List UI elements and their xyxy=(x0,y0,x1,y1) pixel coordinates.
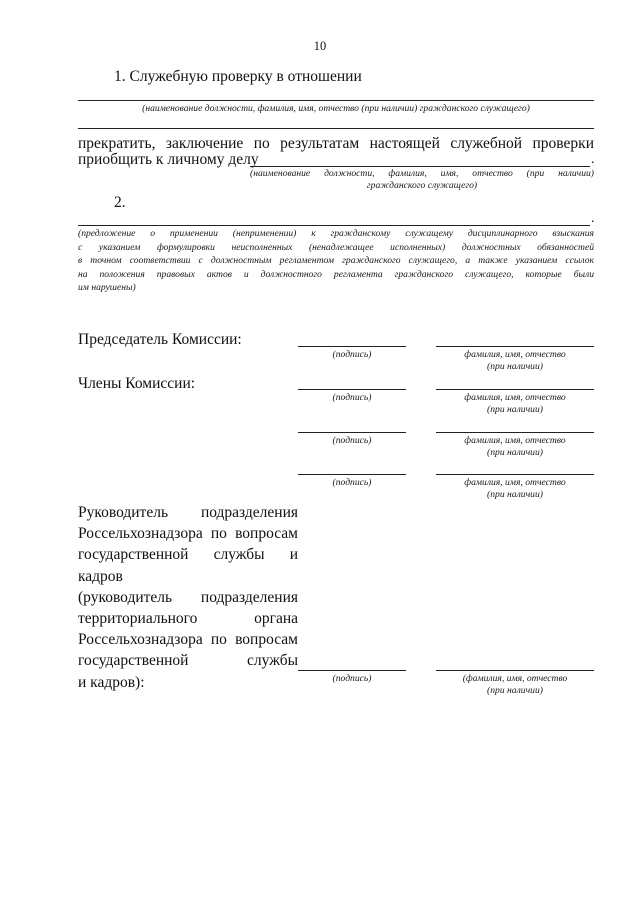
chairman-signature-note: (подпись) xyxy=(332,349,372,360)
name-note-line1: фамилия, имя, отчество xyxy=(464,477,566,488)
member3-name-note xyxy=(436,477,594,501)
item2-number: 2. xyxy=(114,194,126,211)
head-label-line: Россельхознадзора по вопросам xyxy=(78,525,298,543)
member1-signature-note: (подпись) xyxy=(332,392,372,403)
member2-name-line xyxy=(436,432,594,433)
chairman-name-note xyxy=(436,349,594,373)
item1-heading: 1. Служебную проверку в отношении xyxy=(114,68,362,85)
head-label-line: (руководитель подразделения xyxy=(78,588,298,606)
head-label-line: Россельхознадзора по вопросам xyxy=(78,631,298,649)
members-label: Члены Комиссии: xyxy=(78,375,196,392)
head-label-line: государственной службы xyxy=(78,652,298,670)
page-number: 10 xyxy=(313,39,327,53)
name-note-line2: (при наличии) xyxy=(487,404,543,415)
name-note-line1: фамилия, имя, отчество xyxy=(464,349,566,360)
member3-signature-line xyxy=(298,474,406,475)
terminate-note-line1: (наименование должности, фамилия, имя, отчество (при наличии) xyxy=(250,168,594,179)
member2-signature-note: (подпись) xyxy=(332,435,372,446)
member2-name-note xyxy=(436,435,594,459)
terminate-line1: прекратить, заключение по результатам настоящей служебной проверки xyxy=(78,135,594,152)
name-note-line2: (при наличии) xyxy=(487,447,543,458)
terminate-note-line2: гражданского служащего) xyxy=(366,180,478,191)
head-name-note-line1: (фамилия, имя, отчество xyxy=(462,673,568,684)
head-label-line: и кадров): xyxy=(78,673,145,691)
name-note-line1: фамилия, имя, отчество xyxy=(464,435,566,446)
terminate-period: . xyxy=(591,152,595,167)
name-note-line2: (при наличии) xyxy=(487,489,543,500)
item1-blank-line xyxy=(78,100,594,101)
name-note-line2: (при наличии) xyxy=(487,361,543,372)
personal-file-blank-line xyxy=(250,166,590,167)
item2-note-line: на положения правовых актов и должностного регламента гражданского служащего, которые были xyxy=(78,268,594,280)
head-label-line: Руководитель подразделения xyxy=(78,504,298,521)
item2-note-line: в точном соответствии с должностным регламентом гражданского служащего, а также указанием ссылок xyxy=(78,255,594,266)
terminate-line2: приобщить к личному делу xyxy=(78,151,259,168)
member1-name-line xyxy=(436,389,594,390)
head-signature-note: (подпись) xyxy=(332,673,372,684)
item1-blank-line-2 xyxy=(78,128,594,129)
head-of-hr-label xyxy=(78,502,298,693)
item2-note-line: с указанием формулировки неисполненных (ненадлежащее исполненных) должностных обязанностей xyxy=(78,241,594,253)
head-name-line xyxy=(436,670,594,671)
head-name-note xyxy=(436,673,594,697)
head-label-line: территориального органа xyxy=(78,610,298,628)
item2-period: . xyxy=(591,211,595,226)
head-label-line: государственной службы и кадров xyxy=(78,546,298,585)
item2-note-line: им нарушены) xyxy=(78,282,136,293)
member1-signature-line xyxy=(298,389,406,390)
item2-note xyxy=(78,228,594,294)
chairman-label: Председатель Комиссии: xyxy=(78,331,242,348)
chairman-signature-line xyxy=(298,346,406,347)
head-signature-line xyxy=(298,670,406,671)
member1-name-note xyxy=(436,392,594,416)
member2-signature-line xyxy=(298,432,406,433)
name-note-line1: фамилия, имя, отчество xyxy=(464,392,566,403)
item2-note-line: (предложение о применении (неприменении) к гражданскому служащему дисциплинарного взыскания xyxy=(78,228,594,239)
member3-signature-note: (подпись) xyxy=(332,477,372,488)
item2-blank-line xyxy=(78,225,590,226)
head-name-note-line2: (при наличии) xyxy=(487,685,543,696)
member3-name-line xyxy=(436,474,594,475)
chairman-name-line xyxy=(436,346,594,347)
item1-official-note: (наименование должности, фамилия, имя, отчество (при наличии) гражданского служащего) xyxy=(142,103,530,114)
